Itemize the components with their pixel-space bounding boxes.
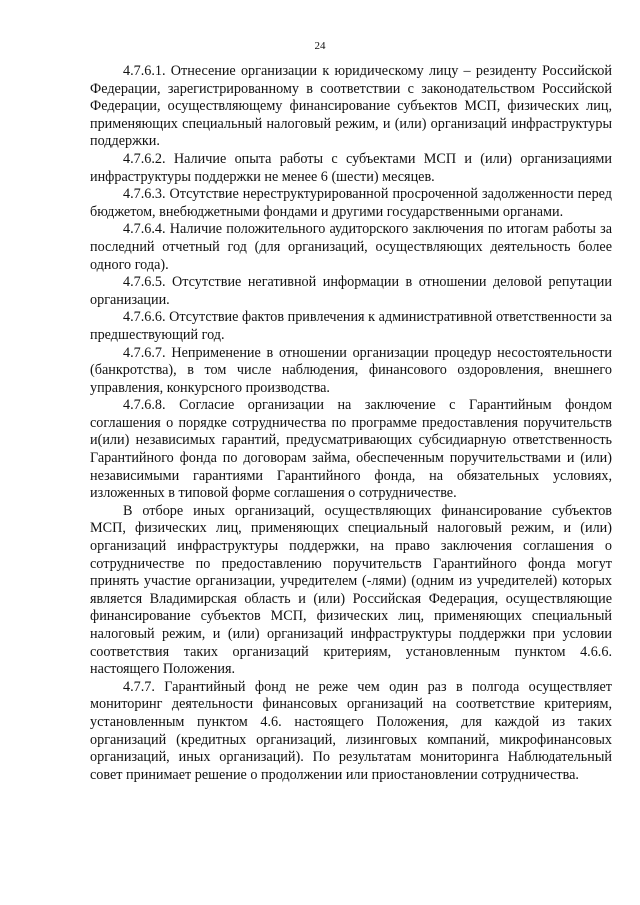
paragraph-4-7-6-2: 4.7.6.2. Наличие опыта работы с субъектами МСП и (или) организациями инфраструктуры поддержки не менее 6 (шести) месяцев. [90,150,612,185]
paragraph-other-organizations: В отборе иных организаций, осуществляющих финансирование субъектов МСП, физических лиц, применяющих специальный налоговый режим, и (или) организаций инфраструктуры поддержки, на право заключения соглашения о сотрудничестве по предоставлению поручительств Гарантийного фонда могут принять участие организации, учредителем (-лями) (одним из учредителей) которых является Владимирская область и (или) Российская Федерация, осуществляющие финансирование субъектов МСП, физических лиц, применяющих специальный налоговый режим, и (или) организаций инфраструктуры поддержки при условии соответствия таких организаций критериям, установленным пунктом 4.6.6. настоящего Положения. [90,502,612,678]
page-number: 24 [314,40,326,52]
paragraph-4-7-6-8: 4.7.6.8. Согласие организации на заключение с Гарантийным фондом соглашения о порядке сотрудничества по программе предоставления поручительств и(или) независимых гарантий, предусматривающих субсидиарную ответственность Гарантийного фонда по договорам займа, обеспеченным поручительствами и (или) независимыми гарантиями Гарантийного фонда, на обязательных условиях, изложенных в типовой форме соглашения о сотрудничестве. [90,397,612,502]
paragraph-4-7-6-7: 4.7.6.7. Неприменение в отношении организации процедур несостоятельности (банкротства), в том числе наблюдения, финансового оздоровления, внешнего управления, конкурсного производства. [90,344,612,396]
paragraph-4-7-6-3: 4.7.6.3. Отсутствие нереструктурированной просроченной задолженности перед бюджетом, внебюджетными фондами и другими государственными органами. [90,186,612,220]
paragraph-4-7-6-5: 4.7.6.5. Отсутствие негативной информации в отношении деловой репутации организации. [90,274,612,308]
paragraph-4-7-6-6: 4.7.6.6. Отсутствие фактов привлечения к административной ответственности за предшествующий год. [90,309,612,343]
document-body [90,63,612,784]
paragraph-4-7-6-1: 4.7.6.1. Отнесение организации к юридическому лицу – резиденту Российской Федерации, зарегистрированному в соответствии с законодательством Российской Федерации, осуществляющему финансирование субъектов МСП, физических лиц, применяющих специальный налоговый режим, и (или) организаций инфраструктуры поддержки. [90,63,612,150]
paragraph-4-7-7: 4.7.7. Гарантийный фонд не реже чем один раз в полгода осуществляет мониторинг деятельности финансовых организаций на соответствие критериям, установленным пунктом 4.6. настоящего Положения, для каждой из таких организаций (кредитных организаций, лизинговых компаний, микрофинансовых организаций, иных организаций). По результатам мониторинга Наблюдательный совет принимает решение о продолжении или приостановлении сотрудничества. [90,678,612,783]
paragraph-4-7-6-4: 4.7.6.4. Наличие положительного аудиторского заключения по итогам работы за последний отчетный год (для организаций, осуществляющих деятельность более одного года). [90,221,612,273]
